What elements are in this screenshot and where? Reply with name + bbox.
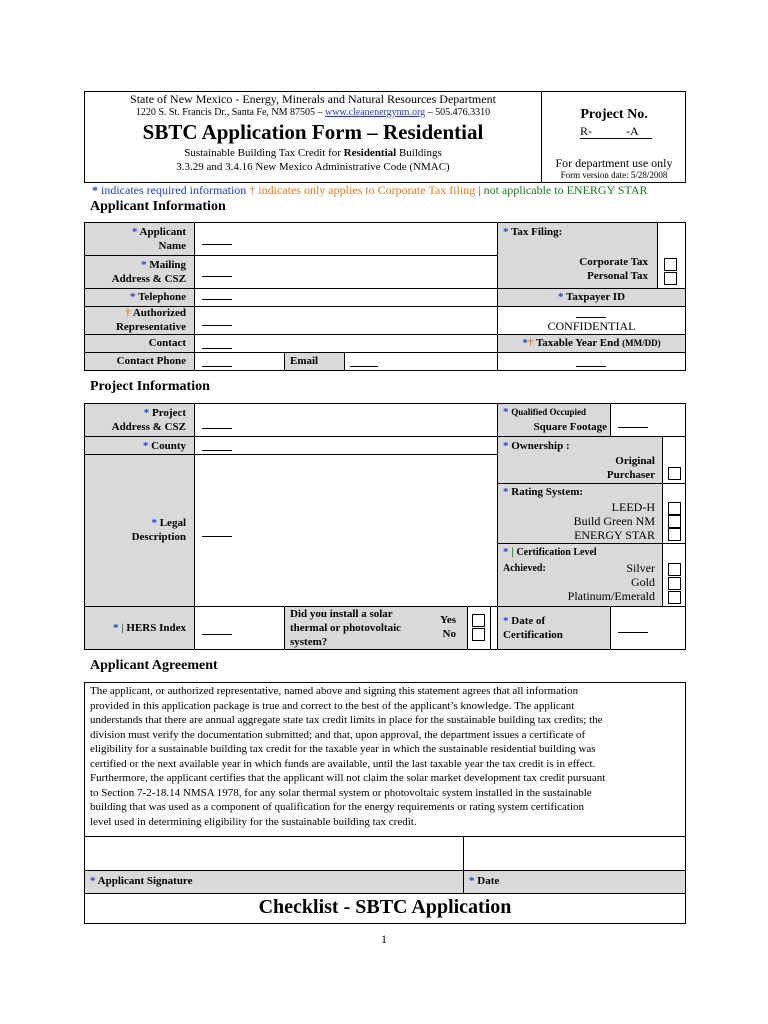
agreement-text: The applicant, or authorized representative, named above and signing this statement agrees that all information provided in this application package is true and correct to the best of the applicant’s knowledge. The applicant understands that there are annual aggregate state tax credit limits in place for the sustainable building tax credits; the division must verify the documentation submitted; and that, upon approval, the department issues a certificate of eligibility for a sustainable building tax credit for the taxable year in which the sustainable residential building was certified or the next available year in which funds are available, until the last taxable year the tax credit is in effect. Furthermore, the applicant certifies that the applicant will not claim the solar market development tax credit pursuant to Section 7-2-18.14 NMSA 1978, for any solar thermal system or photovoltaic system installed in the sustainable building that was used as a component of qualification for the energy requirements or rating system certification level used in determining eligibility for the sustainable building tax credit. (90, 685, 606, 828)
email-field[interactable] (350, 366, 378, 367)
mailing-address-label: * Mailing Address & CSZ (111, 259, 186, 285)
applicant-signature-field[interactable] (85, 837, 462, 869)
rating-system-label: * Rating System: (503, 486, 584, 498)
page-number: 1 (381, 932, 387, 946)
solar-yes-checkbox[interactable] (472, 614, 485, 627)
taxpayer-id-field[interactable] (576, 317, 606, 318)
legal-description-field[interactable] (202, 536, 232, 537)
corporate-tax-label: Corporate Tax (579, 256, 648, 268)
email-label: Email (290, 355, 319, 367)
department-address: 1220 S. St. Francis Dr., Santa Fe, NM 87505 – www.cleanenergynm.org – 505.476.3310 (135, 107, 491, 118)
contact-field[interactable] (202, 348, 232, 349)
project-information-heading: Project Information (90, 379, 210, 394)
certification-level-label: * | Certification Level (503, 546, 597, 558)
taxable-year-end-field[interactable] (576, 366, 606, 367)
legend-line: * indicates required information † indicates only applies to Corporate Tax filing | not applicable to ENERGY STAR (92, 183, 648, 197)
taxpayer-id-label: * Taxpayer ID (557, 291, 626, 303)
square-footage-label-line2: Square Footage (533, 421, 607, 433)
project-address-field[interactable] (202, 428, 232, 429)
personal-tax-checkbox[interactable] (664, 272, 677, 285)
solar-question-label: Did you install a solar thermal or photovoltaic system? (290, 608, 402, 648)
taxable-year-end-label: *† Taxable Year End (MM/DD) (522, 337, 661, 349)
department-use-note: For department use only (555, 156, 673, 170)
square-footage-field[interactable] (618, 427, 648, 428)
gold-checkbox[interactable] (668, 577, 681, 590)
personal-tax-label: Personal Tax (587, 270, 648, 282)
county-field[interactable] (202, 450, 232, 451)
original-purchaser-checkbox[interactable] (668, 467, 681, 480)
signature-date-label: * Date (469, 875, 500, 887)
contact-phone-field[interactable] (202, 366, 232, 367)
date-of-certification-label: * Date of Certification (503, 615, 563, 641)
project-address-label: * Project Address & CSZ (111, 407, 186, 433)
leed-h-checkbox[interactable] (668, 502, 681, 515)
square-footage-label: * Qualified Occupied (503, 406, 587, 418)
corporate-tax-checkbox[interactable] (664, 258, 677, 271)
website-link[interactable]: www.cleanenergynm.org (325, 107, 426, 118)
build-green-nm-checkbox[interactable] (668, 515, 681, 528)
legal-description-label: * Legal Description (131, 517, 186, 543)
energy-star-checkbox[interactable] (668, 528, 681, 541)
solar-no-checkbox[interactable] (472, 628, 485, 641)
applicant-name-label: * Applicant Name (131, 226, 186, 252)
form-title: SBTC Application Form – Residential (142, 120, 484, 144)
hers-index-label: * | HERS Index (112, 622, 186, 634)
project-number-field[interactable]: R- -A (580, 124, 652, 139)
signature-date-field[interactable] (464, 837, 685, 869)
code-reference: 3.3.29 and 3.4.16 New Mexico Administrative Code (NMAC) (176, 161, 450, 173)
platinum-emerald-label: Platinum/Emerald (567, 589, 655, 603)
telephone-field[interactable] (202, 299, 232, 300)
mailing-address-field[interactable] (202, 276, 232, 277)
gold-label: Gold (631, 575, 655, 589)
contact-phone-label: Contact Phone (116, 355, 186, 367)
original-purchaser-label: Original Purchaser (606, 455, 655, 481)
energy-star-label: ENERGY STAR (574, 528, 655, 542)
leed-h-label: LEED-H (611, 500, 655, 514)
confidential-text: CONFIDENTIAL (547, 319, 636, 333)
date-of-certification-field[interactable] (618, 632, 648, 633)
department-name: State of New Mexico - Energy, Minerals and Natural Resources Department (130, 92, 496, 106)
silver-checkbox[interactable] (668, 563, 681, 576)
applicant-signature-label: * Applicant Signature (90, 875, 193, 887)
authorized-representative-label: † Authorized Representative (115, 307, 186, 333)
checklist-title: Checklist - SBTC Application (258, 896, 512, 918)
authorized-representative-field[interactable] (202, 325, 232, 326)
telephone-label: * Telephone (130, 291, 186, 303)
solar-yes-label: Yes (440, 614, 456, 626)
form-version-date: Form version date: 5/28/2008 (560, 170, 668, 180)
silver-label: Silver (626, 561, 655, 575)
tax-filing-label: * Tax Filing: (503, 226, 563, 238)
county-label: * County (142, 440, 186, 452)
hers-index-field[interactable] (202, 634, 232, 635)
applicant-agreement-heading: Applicant Agreement (90, 658, 218, 673)
applicant-information-heading: Applicant Information (90, 199, 226, 214)
applicant-name-field[interactable] (202, 244, 232, 245)
build-green-nm-label: Build Green NM (573, 514, 655, 528)
achieved-label: Achieved: (503, 563, 546, 574)
project-number-label: Project No. (580, 107, 648, 122)
solar-no-label: No (442, 628, 456, 640)
contact-label: Contact (148, 337, 186, 349)
ownership-label: * Ownership : (503, 440, 570, 452)
platinum-emerald-checkbox[interactable] (668, 591, 681, 604)
form-subtitle: Sustainable Building Tax Credit for Residential Buildings (184, 147, 442, 159)
